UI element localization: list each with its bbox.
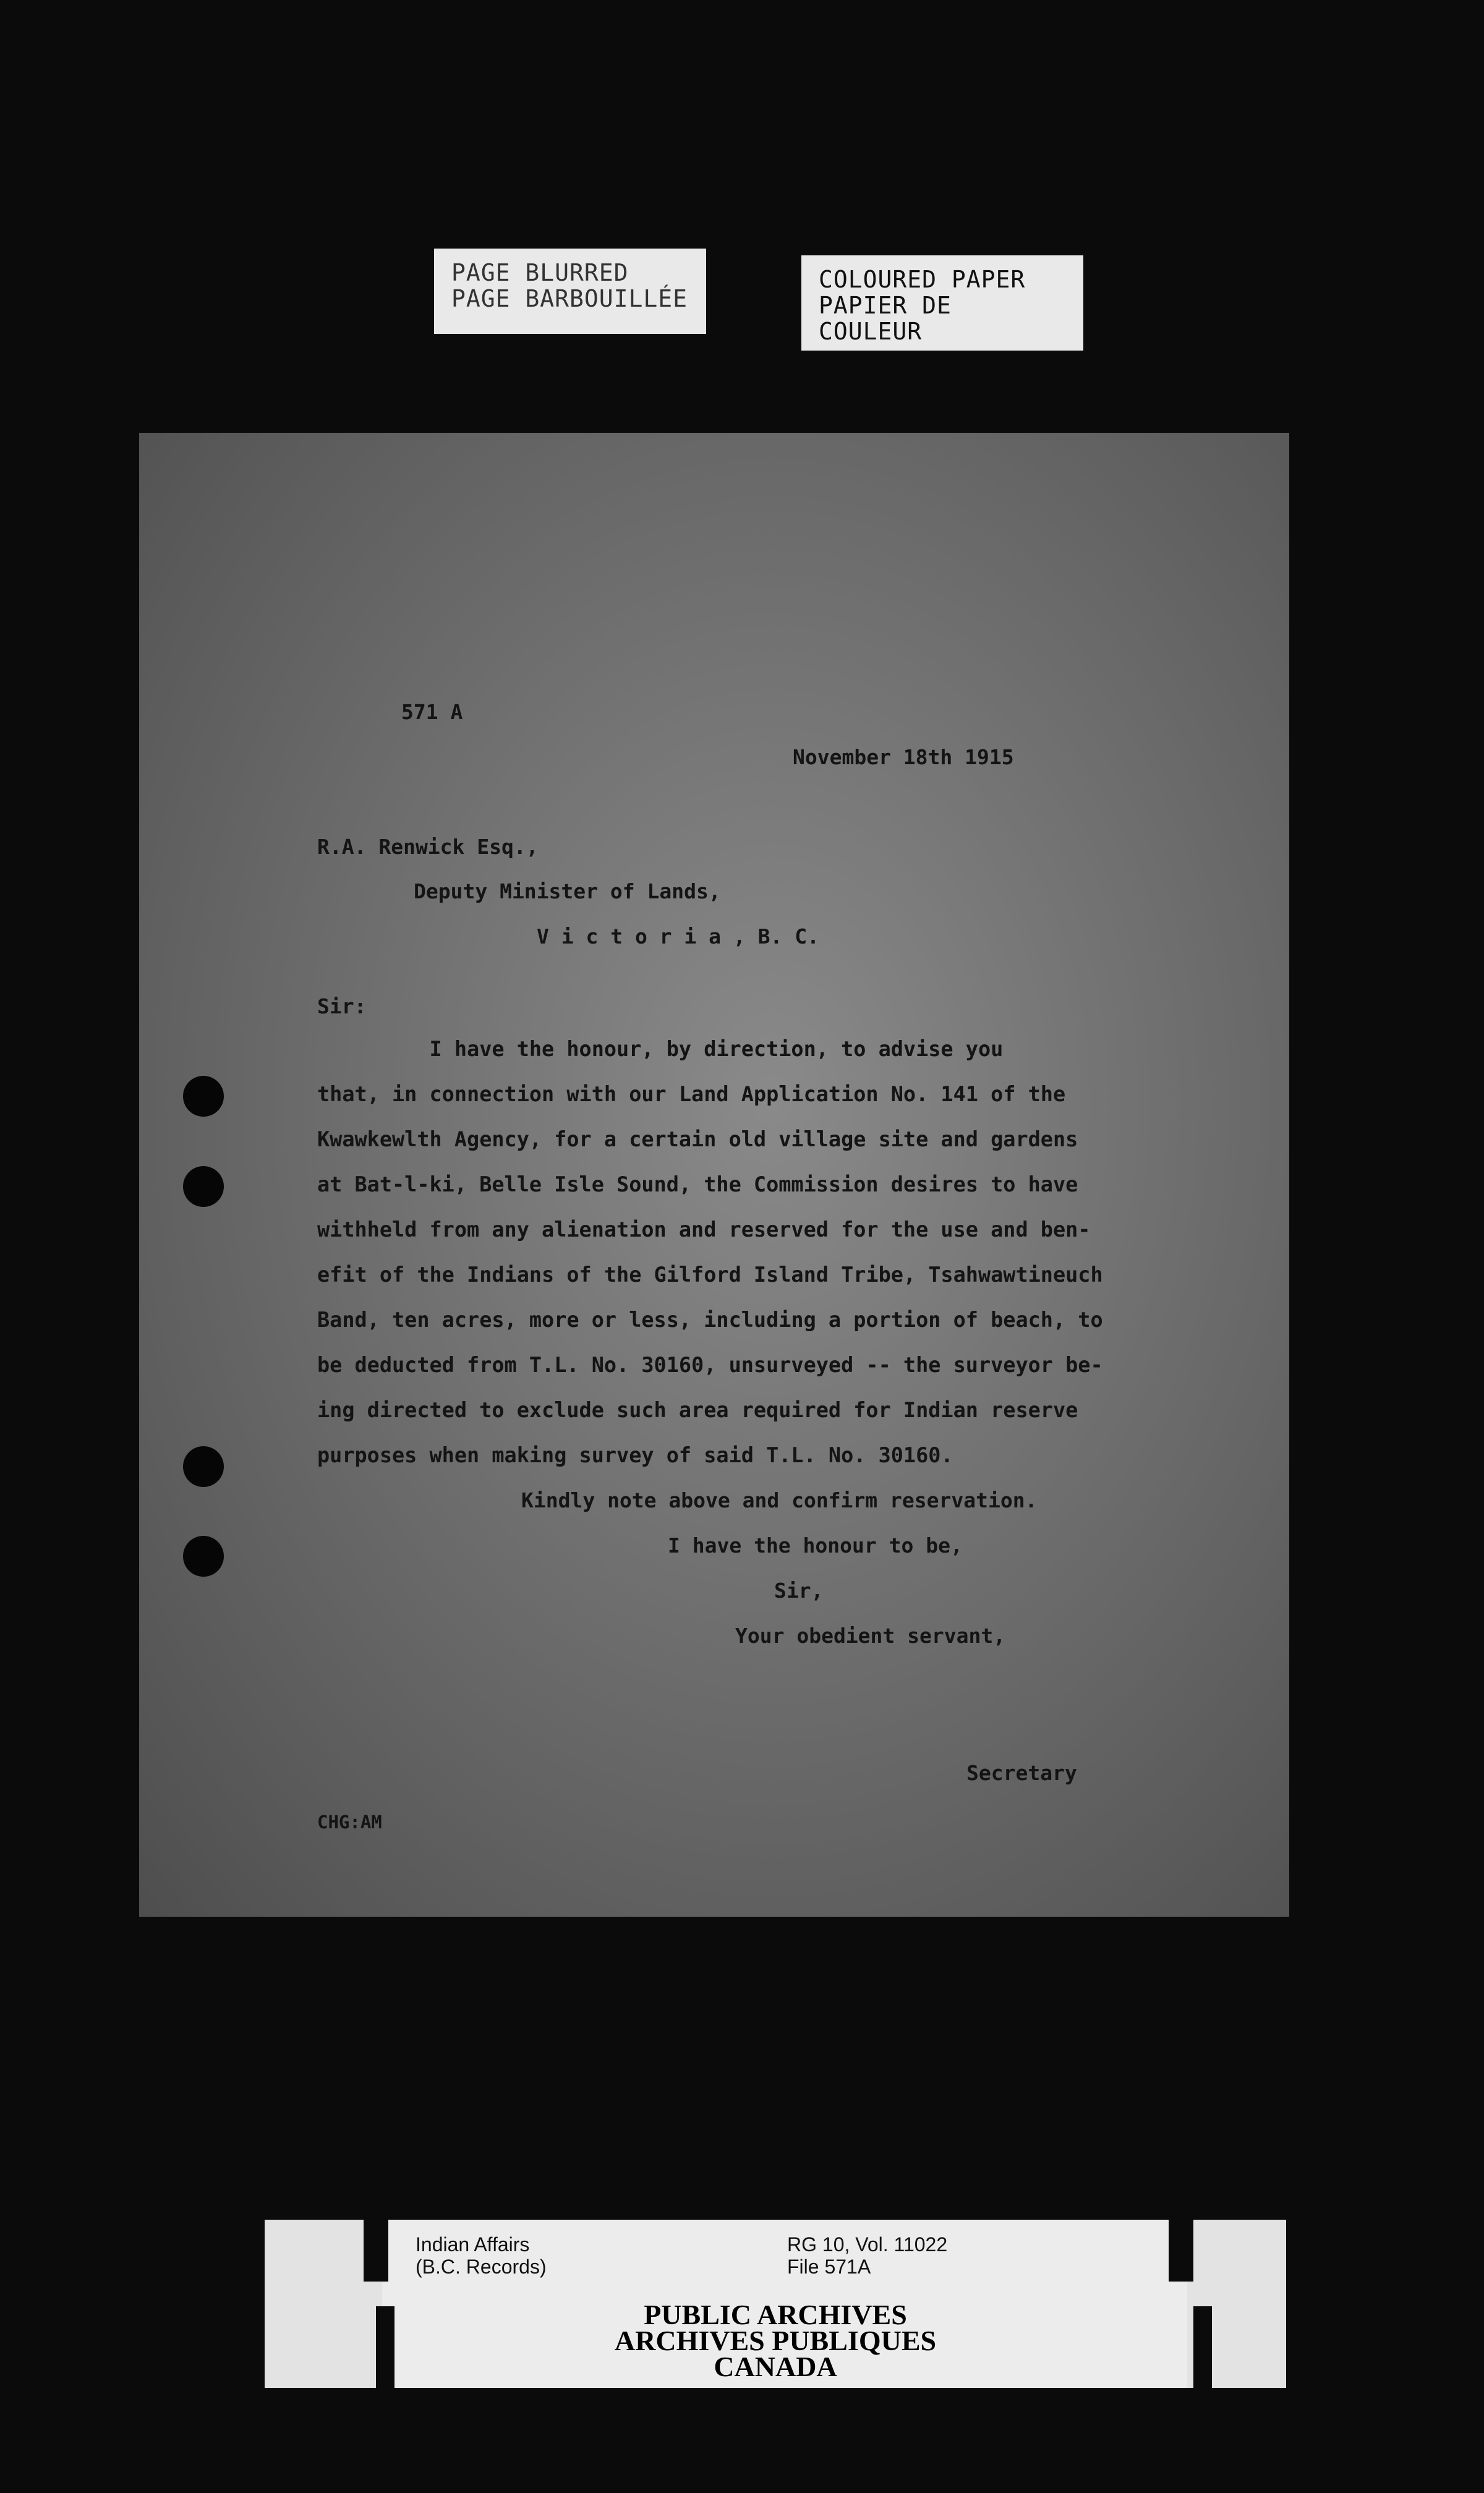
archives-title-en: PUBLIC ARCHIVES [644, 2299, 907, 2330]
recipient-city: V i c t o r i a , B. C. [537, 924, 819, 948]
recipient-name: R.A. Renwick Esq., [317, 835, 539, 859]
tag-blurred-line-2: PAGE BARBOUILLÉE [451, 285, 688, 312]
tag-coloured-line-2: PAPIER DE COULEUR [819, 292, 952, 345]
tag-blurred-line-1: PAGE BLURRED [451, 259, 629, 286]
archive-label [265, 2220, 1286, 2388]
reference-line-2: File 571A [787, 2256, 871, 2278]
kindly-note: Kindly note above and confirm reservation. [521, 1488, 1038, 1512]
punch-hole [183, 1166, 224, 1207]
reference-line-1: RG 10, Vol. 11022 [787, 2233, 948, 2256]
body-line: ing directed to exclude such area required for Indian reserve [317, 1398, 1078, 1422]
body-line: Kwawkewlth Agency, for a certain old village site and gardens [317, 1127, 1078, 1151]
closing-servant: Your obedient servant, [735, 1624, 1006, 1648]
tag-coloured-line-1: COLOURED PAPER [819, 266, 1026, 293]
body-line: that, in connection with our Land Application No. 141 of the [317, 1082, 1066, 1106]
body-line: efit of the Indians of the Gilford Island Tribe, Tsahwawtineuch [317, 1263, 1103, 1287]
archives-country: CANADA [714, 2351, 837, 2382]
closing-sir: Sir, [774, 1579, 824, 1603]
page-blurred-tag [434, 249, 706, 334]
punch-hole [183, 1076, 224, 1117]
signature-title: Secretary [966, 1761, 1077, 1785]
body-line: I have the honour, by direction, to advise you [317, 1037, 1004, 1061]
typist-initials: CHG:AM [317, 1812, 382, 1833]
label-notch [1169, 2214, 1193, 2282]
salutation: Sir: [317, 994, 367, 1018]
letter-page [139, 433, 1289, 1917]
closing-honour: I have the honour to be, [668, 1533, 963, 1558]
letter-date: November 18th 1915 [793, 745, 1014, 769]
archives-title-fr: ARCHIVES PUBLIQUES [614, 2325, 937, 2356]
body-line: at Bat-l-ki, Belle Isle Sound, the Commission desires to have [317, 1172, 1078, 1196]
body-line: purposes when making survey of said T.L. No. 30160. [317, 1443, 953, 1467]
coloured-paper-tag [801, 255, 1083, 351]
file-reference: 571 A [401, 700, 463, 724]
body-line: be deducted from T.L. No. 30160, unsurveyed -- the surveyor be- [317, 1353, 1103, 1377]
collection-line-1: Indian Affairs [416, 2233, 530, 2256]
collection-line-2: (B.C. Records) [416, 2256, 547, 2278]
label-notch [364, 2214, 388, 2282]
body-line: withheld from any alienation and reserved for the use and ben- [317, 1217, 1091, 1242]
body-line: Band, ten acres, more or less, including a portion of beach, to [317, 1308, 1103, 1332]
punch-hole [183, 1446, 224, 1487]
recipient-title: Deputy Minister of Lands, [414, 879, 721, 903]
punch-hole [183, 1536, 224, 1577]
